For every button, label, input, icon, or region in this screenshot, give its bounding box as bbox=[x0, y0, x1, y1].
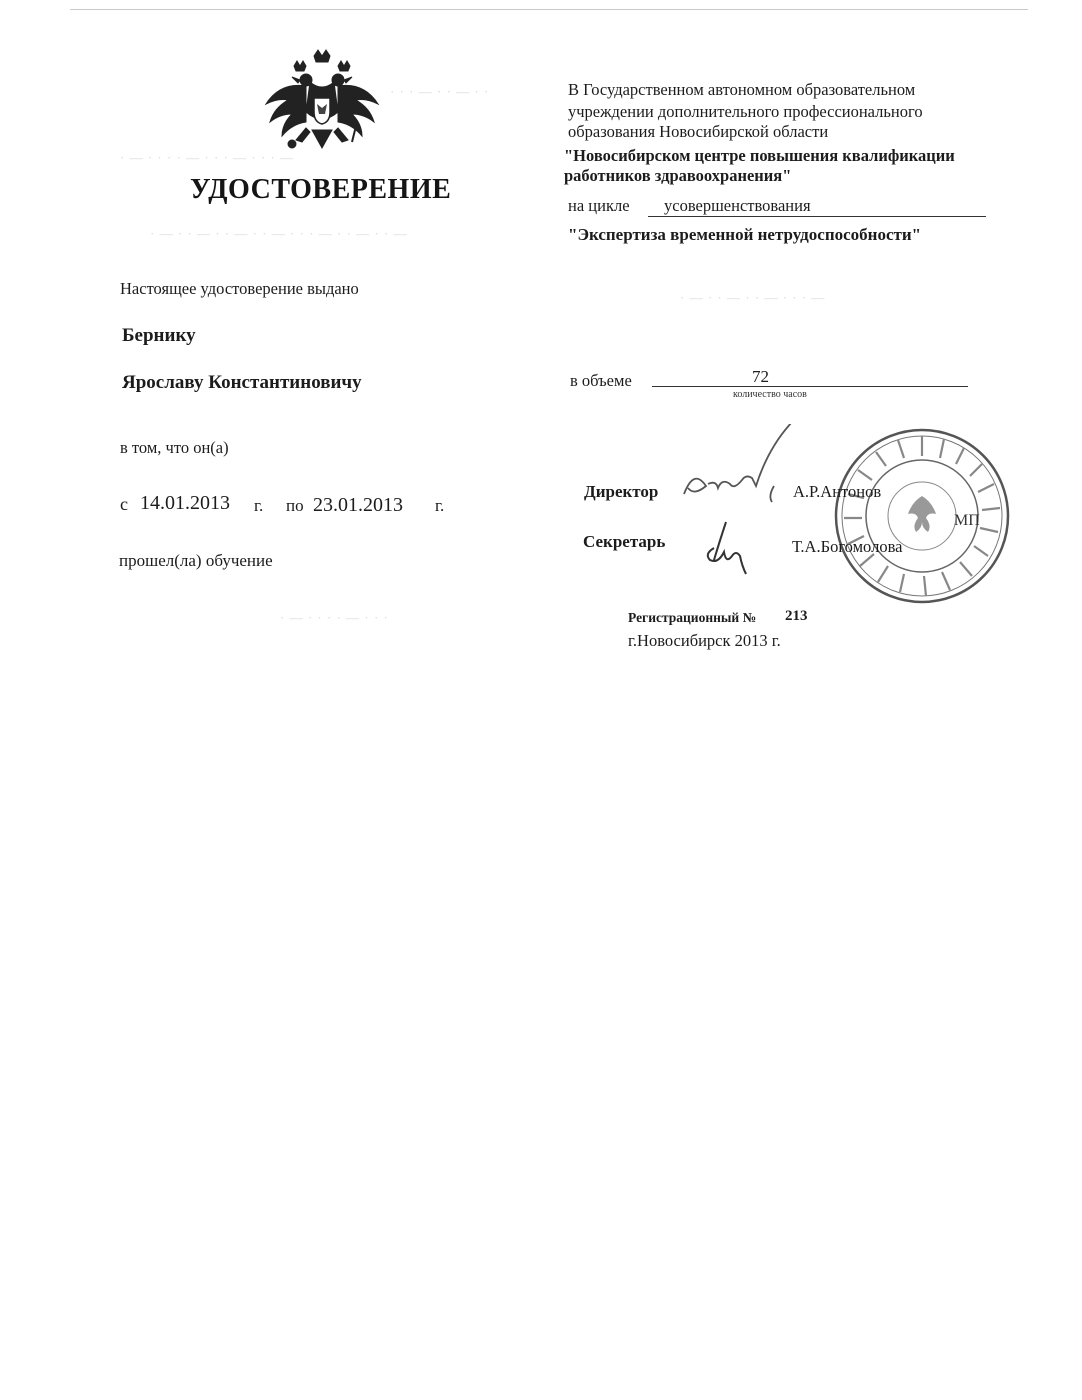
from-date: 14.01.2013 bbox=[140, 492, 230, 514]
bleed-through: · — · · — · · — · · — · · · — · · — · · — bbox=[150, 226, 408, 241]
bleed-through: · — · · · · — · · · — · · · — bbox=[120, 150, 295, 165]
issued-to-label: Настоящее удостоверение выдано bbox=[120, 279, 359, 298]
center-name-line-1: "Новосибирском центре повышения квалификации bbox=[564, 146, 955, 165]
secretary-name: Т.А.Богомолова bbox=[792, 537, 903, 556]
hours-value: 72 bbox=[752, 367, 769, 386]
year-suffix-2: г. bbox=[435, 496, 445, 515]
completed-training: прошел(ла) обучение bbox=[119, 551, 273, 570]
secretary-label: Секретарь bbox=[583, 532, 666, 551]
issuer-line-2: учреждении дополнительного профессионального bbox=[568, 102, 923, 121]
issuer-line-1: В Государственном автономном образовательном bbox=[568, 80, 916, 99]
place-and-year: г.Новосибирск 2013 г. bbox=[628, 631, 781, 650]
that-label: в том, что он(а) bbox=[120, 438, 229, 457]
bleed-through: · — · · · · — · · · bbox=[280, 610, 389, 625]
secretary-signature bbox=[704, 518, 760, 578]
from-label: с bbox=[120, 494, 128, 514]
director-name: А.Р.Антонов bbox=[793, 482, 882, 501]
cycle-label: на цикле bbox=[568, 196, 630, 215]
recipient-surname: Бернику bbox=[122, 325, 196, 346]
round-seal-stamp bbox=[832, 426, 1012, 606]
registration-label: Регистрационный № bbox=[628, 610, 757, 625]
bleed-through: · · · — · · — · · bbox=[390, 84, 490, 99]
seal-place-label: МП bbox=[954, 512, 980, 529]
year-suffix-1: г. bbox=[254, 496, 264, 515]
recipient-given-names: Ярославу Константиновичу bbox=[122, 372, 362, 393]
volume-label: в объеме bbox=[570, 371, 632, 390]
to-date: 23.01.2013 bbox=[313, 494, 403, 516]
issuer-line-3: образования Новосибирской области bbox=[568, 122, 829, 141]
to-label: по bbox=[286, 496, 304, 515]
center-name-line-2: работников здравоохранения" bbox=[564, 166, 792, 185]
registration-number: 213 bbox=[785, 608, 808, 624]
russian-coat-of-arms-icon bbox=[262, 46, 382, 170]
cycle-value: усовершенствования bbox=[648, 196, 986, 217]
document-title: УДОСТОВЕРЕНИЕ bbox=[190, 174, 452, 205]
bleed-through: · — · · — · · — · · · — bbox=[680, 290, 826, 305]
course-name: "Экспертиза временной нетрудоспособности" bbox=[568, 225, 922, 244]
director-label: Директор bbox=[584, 482, 659, 501]
hours-caption: количество часов bbox=[733, 389, 807, 400]
scan-top-edge bbox=[70, 9, 1028, 10]
hours-underline bbox=[652, 386, 968, 387]
